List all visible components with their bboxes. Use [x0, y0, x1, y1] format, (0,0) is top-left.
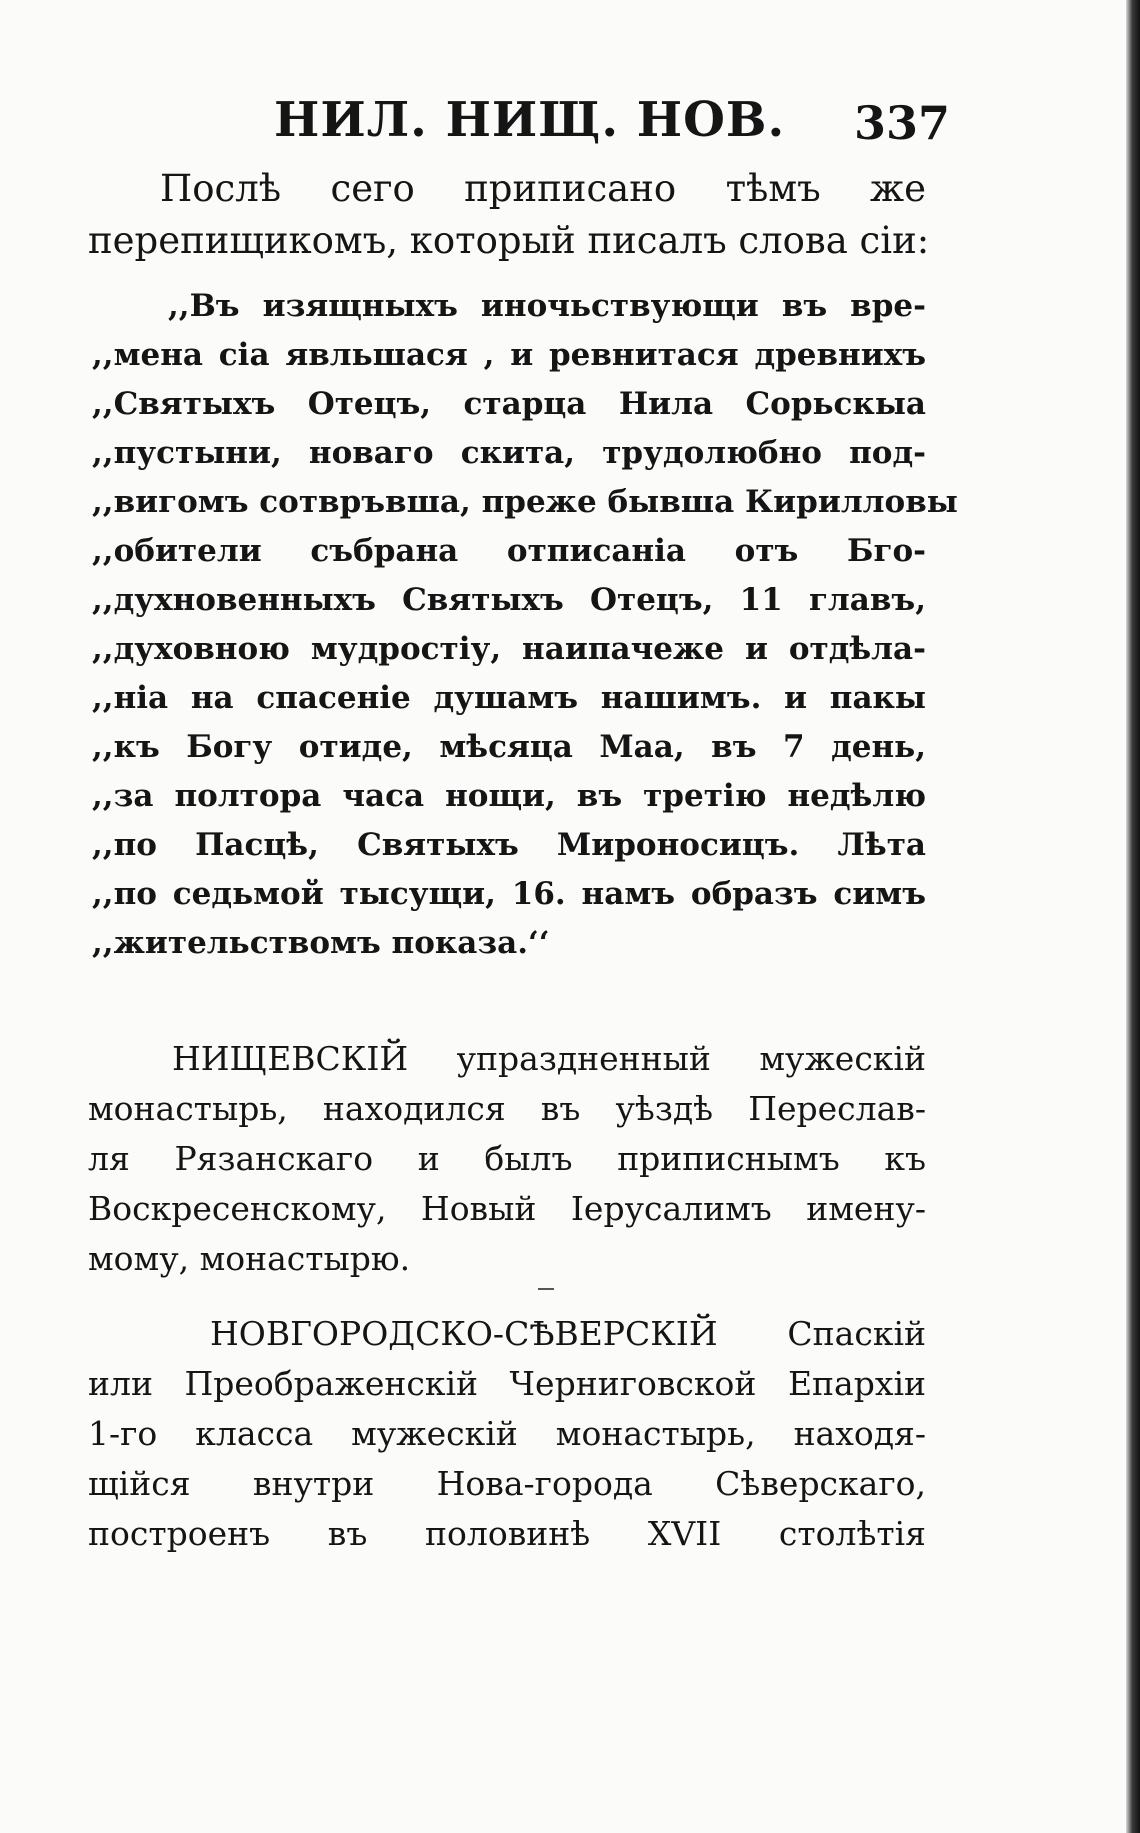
- quote-line: ,,жительствомъ показа.‘‘: [92, 925, 550, 961]
- separator-dash: [538, 1288, 554, 1290]
- quote-line: ,,вигомъ сотвръвша, преже бывша Кирилловы: [92, 484, 958, 520]
- entry-nishchevsky-line: монастырь, находился въ уѣздѣ Переслав-: [88, 1089, 926, 1128]
- entry-nishchevsky-line: ля Рязанскаго и былъ приписнымъ къ: [88, 1139, 926, 1178]
- intro-line: перепищикомъ, который писалъ слова сiи:: [88, 219, 930, 262]
- quote-line: ,,Въ изящныхъ иночьствующи въ вре-: [168, 288, 926, 324]
- book-spine-shadow: [1126, 0, 1140, 1833]
- running-header: НИЛ. НИЩ. НОВ.: [274, 92, 786, 148]
- quote-line: ,,духновенныхъ Святыхъ Отецъ, 11 главъ,: [92, 582, 926, 618]
- quote-line: ,,къ Богу отиде, мѣсяца Маа, въ 7 день,: [92, 729, 926, 765]
- quote-line: ,,обители събрана отписанiа отъ Бго-: [92, 533, 926, 569]
- entry-nishchevsky-line: Воскресенскому, Новый Iерусалимъ имену-: [88, 1189, 926, 1228]
- quote-line: ,,пустыни, новаго скита, трудолюбно под-: [92, 435, 926, 471]
- entry-novgorod-seversky-line: НОВГОРОДСКО-СѢВЕРСКIЙ Спаскiй: [210, 1314, 926, 1353]
- quote-line: ,,духовною мудростiу, наипачеже и отдѣла-: [92, 631, 926, 667]
- entry-nishchevsky-line: НИЩЕВСКIЙ упраздненный мужескiй: [172, 1039, 926, 1078]
- entry-novgorod-seversky-line: или Преображенскiй Черниговской Епархiи: [88, 1364, 926, 1403]
- quote-line: ,,мена сiа явльшася , и ревнитася древнихъ: [92, 337, 926, 373]
- quote-line: ,,за полтора часа нощи, въ третiю недѣлю: [92, 778, 926, 814]
- quote-line: ,,по седьмой тысущи, 16. намъ образъ симъ: [92, 876, 926, 912]
- quote-line: ,,нiа на спасенiе душамъ нашимъ. и пакы: [92, 680, 926, 716]
- quote-line: ,,Святыхъ Отецъ, старца Нила Сорьскыа: [92, 386, 926, 422]
- page-number: 337: [854, 96, 951, 150]
- intro-line: Послѣ сего приписано тѣмъ же: [160, 167, 926, 210]
- entry-novgorod-seversky-line: 1-го класса мужескiй монастырь, находя-: [88, 1414, 926, 1453]
- quote-line: ,,по Пасцѣ, Святыхъ Мироносицъ. Лѣта: [92, 827, 926, 863]
- entry-nishchevsky-line: мому, монастырю.: [88, 1239, 411, 1278]
- entry-novgorod-seversky-line: построенъ въ половинѣ XVII столѣтiя: [88, 1514, 926, 1553]
- entry-novgorod-seversky-line: щiйся внутри Нова-города Сѣверскаго,: [88, 1464, 926, 1503]
